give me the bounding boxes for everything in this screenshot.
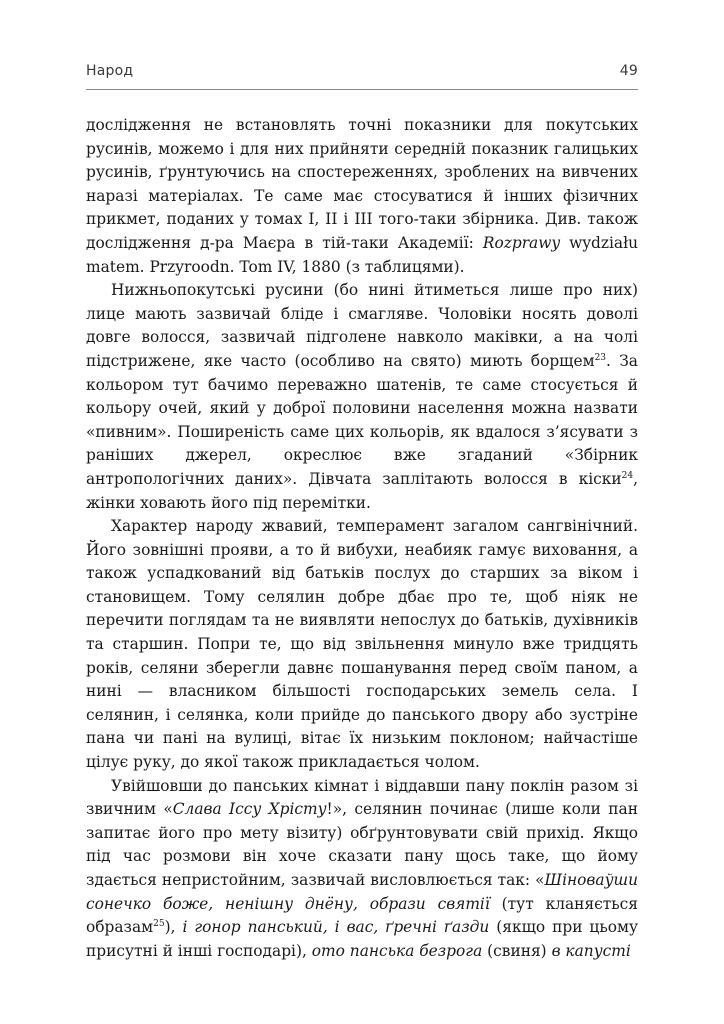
text-run: Увійшовши до панських кімнат і віддавши пану поклін разом зі звичним «	[86, 776, 638, 819]
italic-text: Шіноваўши сонечко боже, ненішну днёну, образи святії	[86, 871, 638, 913]
text-run: wydziału matem. Przyroodn. Tom IV, 1880 (з таблицями).	[86, 233, 638, 276]
italic-text: і гонор панський, і вас, ґречні ґазди	[182, 918, 490, 937]
text-run: !», селянин починає (лише коли пан запитає його про мету візиту) обґрунтовувати свій прихід. Якщо під час розмови він хоче сказати пану щось таке, що йому здається непристойним, зазвичай висловлюється так: «	[86, 800, 638, 889]
text-run: Нижньопокутські русини (бо нині йтиметься лише про них) лице мають зазвичай бліде і смагляве. Чоловіки носять доволі довге волосся, зазвичай підголене навколо маківки, а на чолі підстрижене, яке часто (особливо на свято) миють борщем	[86, 281, 638, 370]
paragraph	[86, 775, 638, 964]
text-run: ),	[164, 918, 183, 937]
footnote-ref: 23	[594, 352, 607, 363]
italic-text: ото панська безрога	[311, 941, 483, 960]
paragraph	[86, 114, 638, 279]
text-run: . За кольором тут бачимо переважно шатенів, те саме стосується й кольору очей, який у доброї половини населення можна назвати «пивним». Поширеність саме цих кольорів, як вдалося з’ясувати з раніших джерел, окреслює вже згаданий «Збірник антропологічних даних». Дівчата заплітають волосся в кіски	[86, 351, 638, 488]
text-run: (тут кланяється образам	[86, 894, 638, 937]
section-title: Народ	[86, 63, 134, 79]
text-run: Характер народу жвавий, темперамент загалом сангвінічний. Його зовнішні прояви, а то й вибухи, неабияк гамує виховання, а також успадкований від батьків послух до старших за віком і становищем. Тому селялин добре дбає про те, щоб ніяк не перечити поглядам та не виявляти непослух до батьків, духівників та старшин. Попри те, що від звільнення минуло вже тридцять років, селяни зберегли давнє пошанування перед своїм паном, а нині — власником більшості господарських земель села. І селянин, і селянка, коли прийде до панського двору або зустріне пана чи пані на вулиці, вітає їх низьким поклоном; найчастіше цілує руку, до якої також прикладається чолом.	[86, 517, 638, 772]
footnote-ref: 24	[621, 470, 634, 481]
italic-text: Слава Іссу Хрісту	[172, 800, 327, 819]
italic-text: Rozprawy	[482, 233, 561, 252]
text-run: (якщо при цьому присутні й інші господарі),	[86, 918, 639, 960]
paragraph	[86, 279, 638, 515]
running-head	[86, 63, 638, 79]
text-run: (свиня)	[482, 941, 552, 960]
header-rule	[86, 89, 638, 90]
text-run: дослідження не встановлять точні показники для покутських русинів, можемо і для них прийняти середній показник галицьких русинів, ґрунтуючись на спостереженнях, зроблених на вивчених наразі матеріалах. Те саме має стосуватися й інших фізичних прикмет, поданих у томах I, II і III того-таки збірника. Див. також дослідження д-ра Маєра в тій-таки Академії:	[86, 116, 638, 252]
page-number: 49	[619, 63, 638, 79]
italic-text: в капусті	[551, 941, 631, 960]
footnote-ref: 25	[153, 919, 165, 930]
body-text	[86, 114, 638, 963]
paragraph	[86, 515, 638, 775]
text-run: , жінки ховають його під перемітки.	[86, 469, 638, 512]
